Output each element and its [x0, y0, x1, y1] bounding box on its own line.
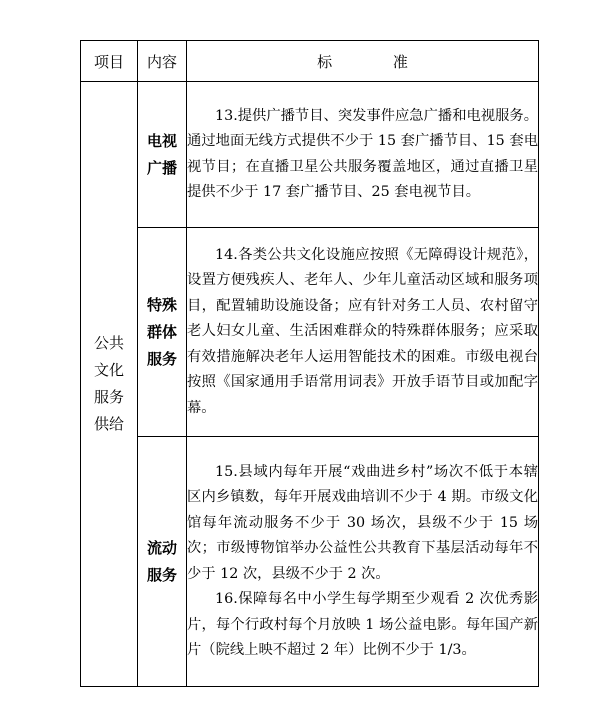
category-label-line: 电视	[146, 131, 177, 150]
project-label-line: 服务	[93, 388, 124, 406]
standards-table	[80, 40, 539, 687]
project-label-line: 公共	[93, 334, 124, 352]
category-label-line: 特殊	[146, 295, 177, 314]
standard-paragraph: 13.提供广播节目、突发事件应急广播和电视服务。通过地面无线方式提供不少于 15 套广播节目、15 套电视节目；在直播卫星公共服务覆盖地区，通过直播卫星提供不少于 17 套广播节目、25 套电视节目。	[187, 107, 538, 200]
standard-cell	[187, 82, 539, 228]
standard-cell	[187, 228, 539, 437]
header-standard-label: 标 准	[317, 52, 436, 71]
standard-cell	[187, 437, 539, 687]
table-row	[81, 82, 539, 228]
standard-paragraph: 16.保障每名中小学生每学期至少观看 2 次优秀影片，每个行政村每个月放映 1 场公益电影。每年国产新片（院线上映不超过 2 年）比例不少于 1/3。	[187, 591, 538, 658]
header-row	[81, 41, 539, 82]
standard-paragraph: 14.各类公共文化设施应按照《无障碍设计规范》，设置方便残疾人、老年人、少年儿童活动区域和服务项目，配置辅助设施设备；应有针对务工人员、农村留守老人妇女儿童、生活困难群众的特殊群体服务；应采取有效措施解决老年人运用智能技术的困难。市级电视台按照《国家通用手语常用词表》开放手语节目或加配字幕。	[187, 246, 538, 416]
category-label-line: 群体	[146, 322, 177, 341]
category-cell	[138, 437, 187, 687]
project-cell	[81, 82, 138, 687]
category-label-line: 流动	[146, 538, 177, 557]
category-cell	[138, 228, 187, 437]
category-cell	[138, 82, 187, 228]
category-label-line: 服务	[146, 349, 177, 368]
project-label-line: 供给	[93, 415, 124, 433]
category-label-line: 服务	[146, 565, 177, 584]
category-label-line: 广播	[146, 158, 177, 177]
standard-paragraph: 15.县域内每年开展“戏曲进乡村”场次不低于本辖区内乡镇数，每年开展戏曲培训不少于 4 期。市级文化馆每年流动服务不少于 30 场次，县级不少于 15 场次；市级博物馆举办公益性公共教育下基层活动每年不少于 12 次，县级不少于 2 次。	[187, 463, 538, 582]
header-standard	[187, 41, 539, 82]
header-project: 项目	[81, 41, 138, 82]
table-row	[81, 228, 539, 437]
table-row	[81, 437, 539, 687]
header-content: 内容	[138, 41, 187, 82]
project-label-line: 文化	[93, 361, 124, 379]
